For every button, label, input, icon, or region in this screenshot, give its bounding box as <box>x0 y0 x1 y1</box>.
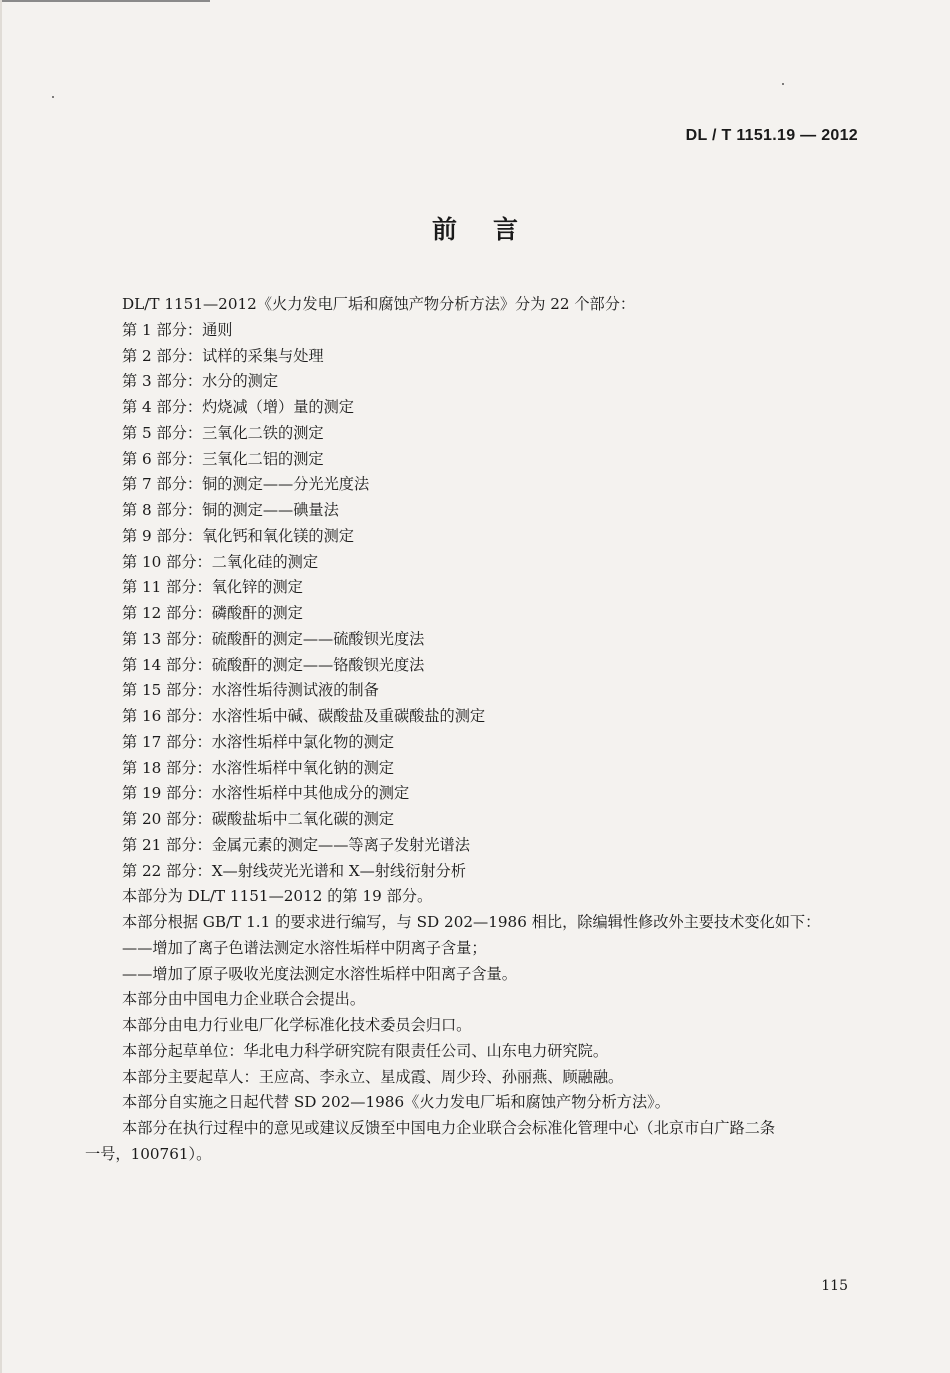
paragraph: 本部分主要起草人：王应高、李永立、星成霞、周少玲、孙丽燕、顾融融。 <box>122 1067 624 1086</box>
scan-speck <box>52 96 54 98</box>
feedback-paragraph <box>85 1116 864 1168</box>
part-item: 第 2 部分：试样的采集与处理 <box>122 346 324 365</box>
paragraph: 本部分由电力行业电厂化学标准化技术委员会归口。 <box>122 1016 472 1034</box>
scan-edge-top <box>0 0 210 2</box>
paragraph: 本部分由中国电力企业联合会提出。 <box>122 990 365 1009</box>
part-item: 第 14 部分：硫酸酐的测定——铬酸钡光度法 <box>122 655 425 674</box>
part-item: 第 21 部分：金属元素的测定——等离子发射光谱法 <box>122 835 470 854</box>
paragraph: 本部分自实施之日起代替 SD 202—1986《火力发电厂垢和腐蚀产物分析方法》。 <box>122 1093 670 1112</box>
scan-speck <box>782 83 784 85</box>
part-item: 第 12 部分：磷酸酐的测定 <box>122 604 303 622</box>
part-item: 第 13 部分：硫酸酐的测定——硫酸钡光度法 <box>122 629 425 648</box>
part-item: 第 18 部分：水溶性垢样中氧化钠的测定 <box>122 758 394 777</box>
part-item: 第 6 部分：三氧化二铝的测定 <box>122 449 324 468</box>
page-title: 前言 <box>431 215 554 244</box>
part-item: 第 9 部分：氧化钙和氧化镁的测定 <box>122 526 354 545</box>
part-item: 第 20 部分：碳酸盐垢中二氧化碳的测定 <box>122 810 394 828</box>
change-item: ——增加了离子色谱法测定水溶性垢样中阴离子含量； <box>122 938 487 957</box>
feedback-line-2: 一号，100761）。 <box>85 1144 212 1163</box>
part-item: 第 19 部分：水溶性垢样中其他成分的测定 <box>122 784 410 803</box>
paragraph: 本部分根据 GB/T 1.1 的要求进行编写，与 SD 202—1986 相比，除编辑性修改外主要技术变化如下： <box>122 913 821 931</box>
part-item: 第 4 部分：灼烧减（增）量的测定 <box>122 398 354 416</box>
page-number: 115 <box>821 1278 848 1294</box>
standard-code: DL / T 1151.19 — 2012 <box>685 127 858 144</box>
part-item: 第 10 部分：二氧化硅的测定 <box>122 552 319 571</box>
part-item: 第 16 部分：水溶性垢中碱、碳酸盐及重碳酸盐的测定 <box>122 707 486 725</box>
part-item: 第 22 部分：X—射线荧光光谱和 X—射线衍射分析 <box>122 861 466 880</box>
part-item: 第 3 部分：水分的测定 <box>122 372 279 391</box>
parts-list <box>122 318 864 885</box>
feedback-line-1: 本部分在执行过程中的意见或建议反馈至中国电力企业联合会标准化管理中心（北京市白广路二条 <box>122 1119 776 1137</box>
part-item: 第 17 部分：水溶性垢样中氯化物的测定 <box>122 732 394 751</box>
paragraph: 本部分起草单位：华北电力科学研究院有限责任公司、山东电力研究院。 <box>122 1041 608 1060</box>
part-item: 第 5 部分：三氧化二铁的测定 <box>122 423 324 442</box>
paragraph: 本部分为 DL/T 1151—2012 的第 19 部分。 <box>122 887 433 906</box>
part-item: 第 8 部分：铜的测定——碘量法 <box>122 501 339 519</box>
intro-line: DL/T 1151—2012《火力发电厂垢和腐蚀产物分析方法》分为 22 个部分： <box>122 295 636 313</box>
change-item: ——增加了原子吸收光度法测定水溶性垢样中阳离子含量。 <box>122 964 517 983</box>
part-item: 第 15 部分：水溶性垢待测试液的制备 <box>122 681 379 700</box>
foreword-body <box>85 292 864 1168</box>
part-item: 第 7 部分：铜的测定——分光光度法 <box>122 475 370 494</box>
part-item: 第 11 部分：氧化锌的测定 <box>122 578 303 597</box>
part-item: 第 1 部分：通则 <box>122 320 233 339</box>
scan-edge-left <box>0 0 2 1373</box>
